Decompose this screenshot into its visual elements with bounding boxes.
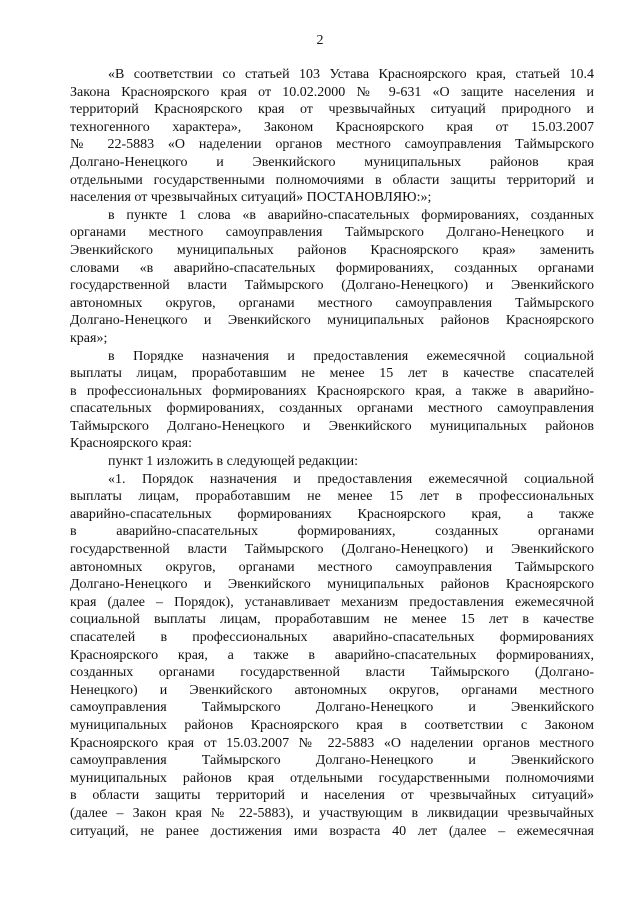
text-line: края»; <box>70 330 108 346</box>
text-line: словами «в аварийно-спасательных формированиях, созданных органами <box>70 260 594 276</box>
text-line: муниципальных районов края отдельными государственными полномочиями <box>70 770 594 786</box>
document-body <box>70 66 594 840</box>
text-line: в области защиты территорий и населения от чрезвычайных ситуаций» <box>70 788 594 804</box>
text-line: Ненецкого) и Эвенкийского автономных округов, органами местного <box>70 682 594 698</box>
text-line: территорий Красноярского края от чрезвычайных ситуаций природного и <box>70 102 594 118</box>
text-line: Эвенкийского муниципальных районов Красноярского края» заменить <box>70 242 594 258</box>
text-line: «В соответствии со статьей 103 Устава Красноярского края, статьей 10.4 <box>108 67 594 82</box>
page-number: 2 <box>316 33 324 48</box>
text-line: муниципальных районов Красноярского края в соответствии с Законом <box>70 717 594 733</box>
text-line: края (далее – Порядок), устанавливает механизм предоставления ежемесячной <box>70 594 594 610</box>
text-line: (далее – Закон края № 22-5883), и участвующим в ликвидации чрезвычайных <box>70 805 594 821</box>
text-line: самоуправления Таймырского Долгано-Ненецкого и Эвенкийского <box>70 700 594 716</box>
text-line: социальной выплаты лицам, проработавшим не менее 15 лет в качестве <box>70 612 594 628</box>
text-line: в аварийно-спасательных формированиях, созданных органами <box>70 524 594 540</box>
text-line: Долгано-Ненецкого и Эвенкийского муниципальных районов края <box>70 154 594 170</box>
text-line: выплаты лицам, проработавшим не менее 15 лет в профессиональных <box>70 489 594 505</box>
text-line: в пункте 1 слова «в аварийно-спасательных формированиях, созданных <box>108 207 594 223</box>
text-line: созданных органами государственной власти Таймырского (Долгано- <box>70 665 594 681</box>
text-line: Долгано-Ненецкого и Эвенкийского муниципальных районов Красноярского <box>70 313 594 329</box>
text-line: выплаты лицам, проработавшим не менее 15 лет в качестве спасателей <box>70 366 594 382</box>
text-line: государственной власти Таймырского (Долгано-Ненецкого) и Эвенкийского <box>70 278 594 294</box>
text-line: ситуаций, не ранее достижения ими возраста 40 лет (далее – ежемесячная <box>70 823 594 839</box>
text-line: самоуправления Таймырского Долгано-Ненецкого и Эвенкийского <box>70 753 594 769</box>
text-line: государственной власти Таймырского (Долгано-Ненецкого) и Эвенкийского <box>70 542 594 558</box>
text-line: Таймырского Долгано-Ненецкого и Эвенкийского муниципальных районов <box>70 418 594 434</box>
text-line: спасателей в профессиональных аварийно-спасательных формированиях <box>70 630 594 645</box>
text-line: «1. Порядок назначения и предоставления ежемесячной социальной <box>108 471 594 487</box>
text-line: спасательных формированиях, созданных органами местного самоуправления <box>70 401 594 417</box>
text-line: Красноярского края, а также в аварийно-спасательных формированиях, <box>70 647 594 663</box>
text-line: пункт 1 изложить в следующей редакции: <box>108 454 358 470</box>
text-line: № 22-5883 «О наделении органов местного самоуправления Таймырского <box>70 137 594 153</box>
text-line: в Порядке назначения и предоставления ежемесячной социальной <box>108 348 594 364</box>
text-line: в профессиональных формированиях Красноярского края, а также в аварийно- <box>70 383 594 399</box>
text-line: Красноярского края: <box>70 436 192 452</box>
text-line: Красноярского края от 15.03.2007 № 22-5883 «О наделении органов местного <box>70 735 594 751</box>
text-line: органами местного самоуправления Таймырского Долгано-Ненецкого и <box>70 225 594 241</box>
text-line: Долгано-Ненецкого и Эвенкийского муниципальных районов Красноярского <box>70 577 594 593</box>
text-line: автономных округов, органами местного самоуправления Таймырского <box>70 559 594 575</box>
text-line: населения от чрезвычайных ситуаций» ПОСТАНОВЛЯЮ:»; <box>70 190 432 206</box>
text-line: аварийно-спасательных формированиях Красноярского края, а также <box>70 506 594 522</box>
text-line: техногенного характера», Законом Красноярского края от 15.03.2007 <box>70 119 594 135</box>
text-line: автономных округов, органами местного самоуправления Таймырского <box>70 295 594 311</box>
text-line: Закона Красноярского края от 10.02.2000 № 9-631 «О защите населения и <box>70 84 594 100</box>
text-line: отдельными государственными полномочиями в области защиты территорий и <box>70 172 594 188</box>
